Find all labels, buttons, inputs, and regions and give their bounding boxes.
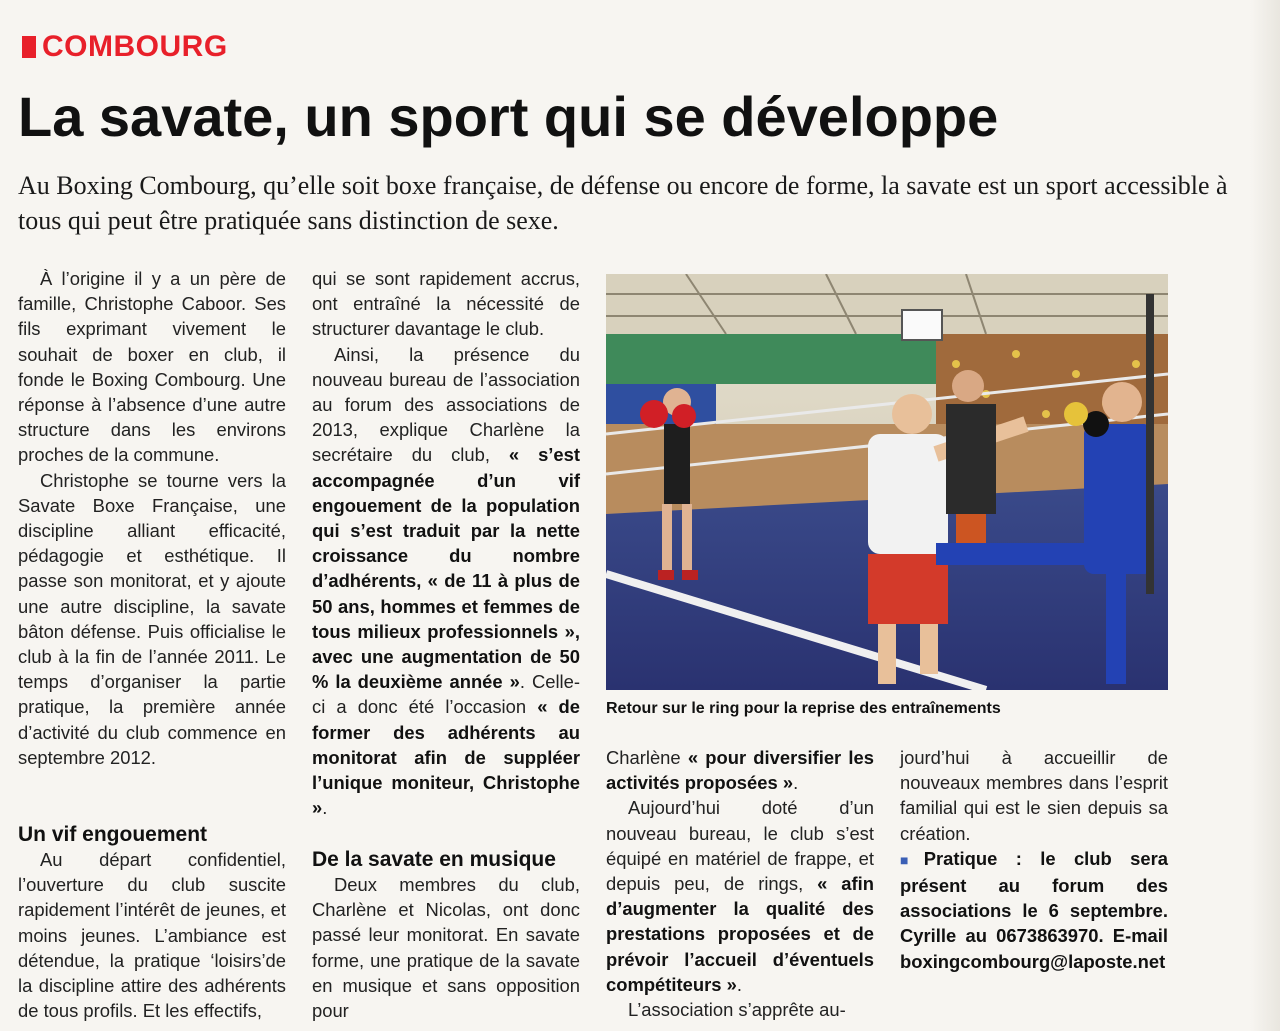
text: . xyxy=(322,797,328,819)
quote: « afin d’augmenter la qualité des prestations proposées et de prévoir l’accueil d’éventuels compétiteurs » xyxy=(606,873,874,995)
paragraph: Au départ confidentiel, l’ouverture du club suscite rapidement l’intérêt de jeunes, et moins jeunes. L’ambiance est détendue, la pratique ‘loisirs’de la discipline attire des adhérents de tous profils. Et les effectifs, xyxy=(18,849,286,1022)
text: Aujourd’hui doté d’un nouveau bureau, le club s’est équipé en matériel de frappe, et depuis peu, de rings, xyxy=(606,797,874,895)
paragraph xyxy=(606,795,874,997)
article-photo xyxy=(606,274,1168,690)
paragraph: À l’origine il y a un père de famille, Christophe Caboor. Ses fils exprimant vivement le souhait de boxer en club, il fonde le Boxing Combourg. Une réponse à l’absence d’une autre structure dans les environs proches de la commune. xyxy=(18,268,286,466)
photo-caption: Retour sur le ring pour la reprise des entraînements xyxy=(606,700,1001,717)
subheading-savate-musique: De la savate en musique xyxy=(312,848,556,871)
section-name: COMBOURG xyxy=(42,30,228,63)
paragraph: Christophe se tourne vers la Savate Boxe Française, une discipline alliant efficacité, pédagogie et esthétique. Il passe son monitorat, et y ajoute une autre discipline, la savate bâton défense. Puis officialise le club à la fin de l’année 2011. Le temps d’organiser la partie pratique, la première année d’activité du club commence en septembre 2012. xyxy=(18,469,286,768)
text: Charlène xyxy=(606,747,688,768)
paragraph xyxy=(606,745,874,795)
square-bullet-icon: ■ xyxy=(900,851,922,868)
practical-info xyxy=(900,846,1168,974)
column-2-lower xyxy=(312,847,580,1023)
text: . xyxy=(793,772,799,794)
column-1 xyxy=(18,266,286,770)
column-3 xyxy=(606,745,874,1022)
practical-text: Pratique : le club sera présent au forum des associations le 6 septembre. Cyrille au 0673863970. E-mail boxingcombourg@laposte.net xyxy=(900,847,1168,972)
paragraph: L’association s’apprête au- xyxy=(628,999,846,1021)
text: Ainsi, la présence du nouveau bureau de l’association au forum des associations de 2013, explique Charlène la secrétaire du club, xyxy=(312,343,580,466)
quote: « de former des adhérents au monitorat afin de suppléer l’unique moniteur, Christophe » xyxy=(312,696,580,819)
text: . Celle-ci a donc été l’occasion xyxy=(312,671,580,718)
paragraph: jourd’hui à accueillir de nouveaux membres dans l’esprit familial qui est le sien depuis sa création. xyxy=(900,747,1168,844)
subheading-vif-engouement: Un vif engouement xyxy=(18,823,208,846)
paragraph: qui se sont rapidement accrus, ont entraîné la nécessité de structurer davantage le club. xyxy=(312,268,580,340)
paragraph: Deux membres du club, Charlène et Nicolas, ont donc passé leur monitorat. En savate forme, une pratique de la savate en musique et sans opposition pour xyxy=(312,874,580,1022)
quote: « pour diversifier les activités proposées » xyxy=(606,747,874,794)
deck: Au Boxing Combourg, qu’elle soit boxe française, de défense ou encore de forme, la savate est un sport accessible à tous qui peut être pratiquée sans distinction de sexe. xyxy=(18,171,1228,235)
paragraph-quote xyxy=(312,342,580,821)
section-label xyxy=(22,30,228,64)
text: . xyxy=(736,973,742,995)
photo-boxing-training xyxy=(606,274,1168,690)
column-2 xyxy=(312,266,580,820)
quote: « s’est accompagnée d’un vif engouement de la population qui s’est traduit par la nette croissance du nombre d’adhérents, « de 11 à plus de 50 ans, hommes et femmes de tous milieux professionnels », avec une augmentation de 50 % la deuxième année » xyxy=(312,444,580,693)
section-square-icon xyxy=(22,36,36,58)
column-1-lower xyxy=(18,822,286,1023)
page-edge xyxy=(1250,0,1280,1031)
column-4 xyxy=(900,745,1168,974)
headline: La savate, un sport qui se développe xyxy=(18,85,999,148)
